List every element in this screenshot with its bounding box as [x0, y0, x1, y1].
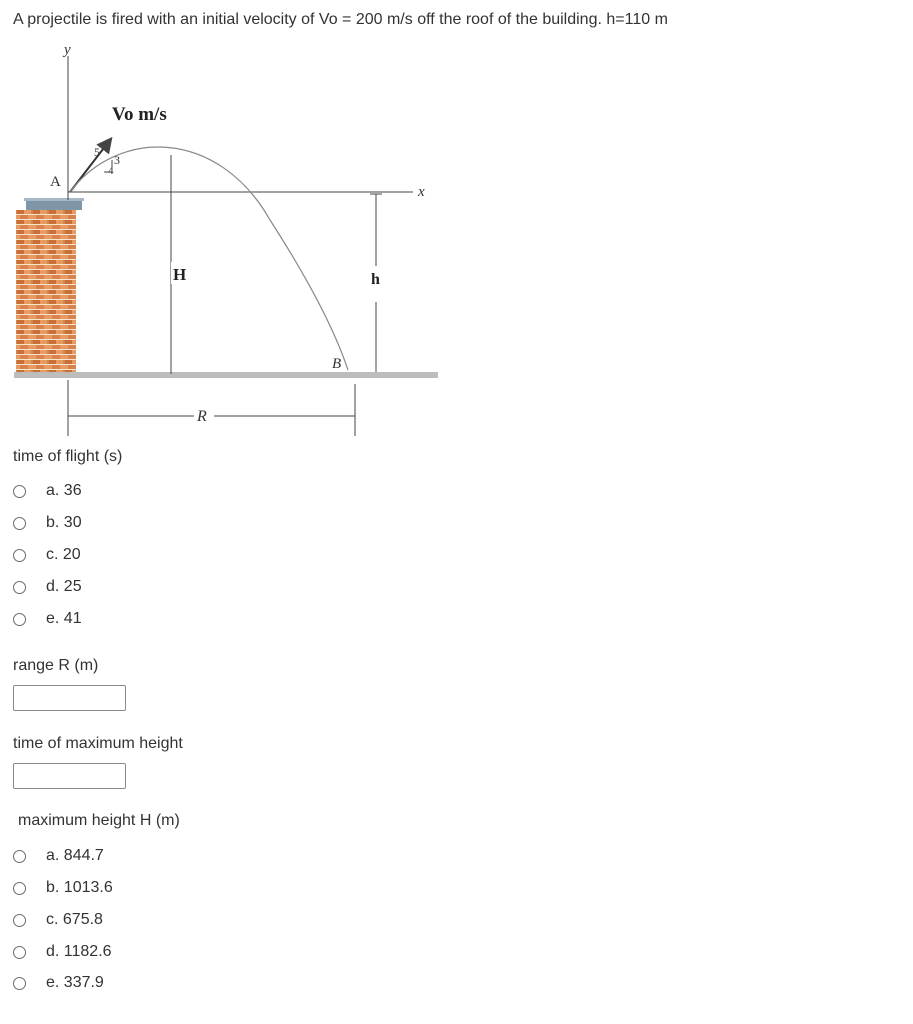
radio-button[interactable] [13, 549, 26, 562]
mh-option-e[interactable]: e. 337.9 [13, 973, 104, 993]
radio-button[interactable] [13, 581, 26, 594]
y-axis-label: y [64, 42, 71, 58]
question-text: A projectile is fired with an initial velocity of Vo = 200 m/s off the roof of the building. h=110 m [13, 11, 668, 28]
tof-option-b[interactable]: b. 30 [13, 513, 82, 533]
svg-text:5: 5 [94, 145, 100, 159]
x-axis-label: x [418, 184, 425, 200]
radio-button[interactable] [13, 485, 26, 498]
range-question-label: range R (m) [13, 657, 99, 674]
range-input[interactable] [13, 685, 126, 711]
tof-option-a[interactable]: a. 36 [13, 481, 82, 501]
svg-text:4: 4 [108, 165, 114, 177]
trajectory [70, 147, 348, 370]
tof-option-c[interactable]: c. 20 [13, 545, 81, 565]
max-height-question-label: maximum height H (m) [18, 812, 180, 829]
tof-option-e[interactable]: e. 41 [13, 609, 82, 629]
max-height-label: H [173, 265, 187, 284]
mh-option-b[interactable]: b. 1013.6 [13, 878, 113, 898]
radio-button[interactable] [13, 517, 26, 530]
tof-option-d[interactable]: d. 25 [13, 577, 82, 597]
svg-text:3: 3 [114, 153, 120, 167]
projectile-figure [8, 40, 438, 440]
time-of-flight-label: time of flight (s) [13, 448, 123, 465]
mh-option-c[interactable]: c. 675.8 [13, 910, 103, 930]
mh-option-a[interactable]: a. 844.7 [13, 846, 104, 866]
roof-slab [26, 200, 82, 210]
radio-button[interactable] [13, 977, 26, 990]
mh-option-d[interactable]: d. 1182.6 [13, 942, 112, 962]
time-max-height-label: time of maximum height [13, 735, 183, 752]
radio-button[interactable] [13, 946, 26, 959]
range-label: R [197, 408, 207, 425]
building-wall [16, 210, 76, 372]
radio-button[interactable] [13, 914, 26, 927]
ground [14, 372, 438, 378]
radio-button[interactable] [13, 613, 26, 626]
radio-button[interactable] [13, 882, 26, 895]
building-height-label: h [371, 271, 380, 288]
point-b-label: B [332, 356, 342, 372]
projectile-diagram [8, 40, 438, 440]
point-a-label: A [50, 174, 61, 190]
velocity-label: Vo m/s [112, 104, 167, 125]
time-max-height-input[interactable] [13, 763, 126, 789]
radio-button[interactable] [13, 850, 26, 863]
